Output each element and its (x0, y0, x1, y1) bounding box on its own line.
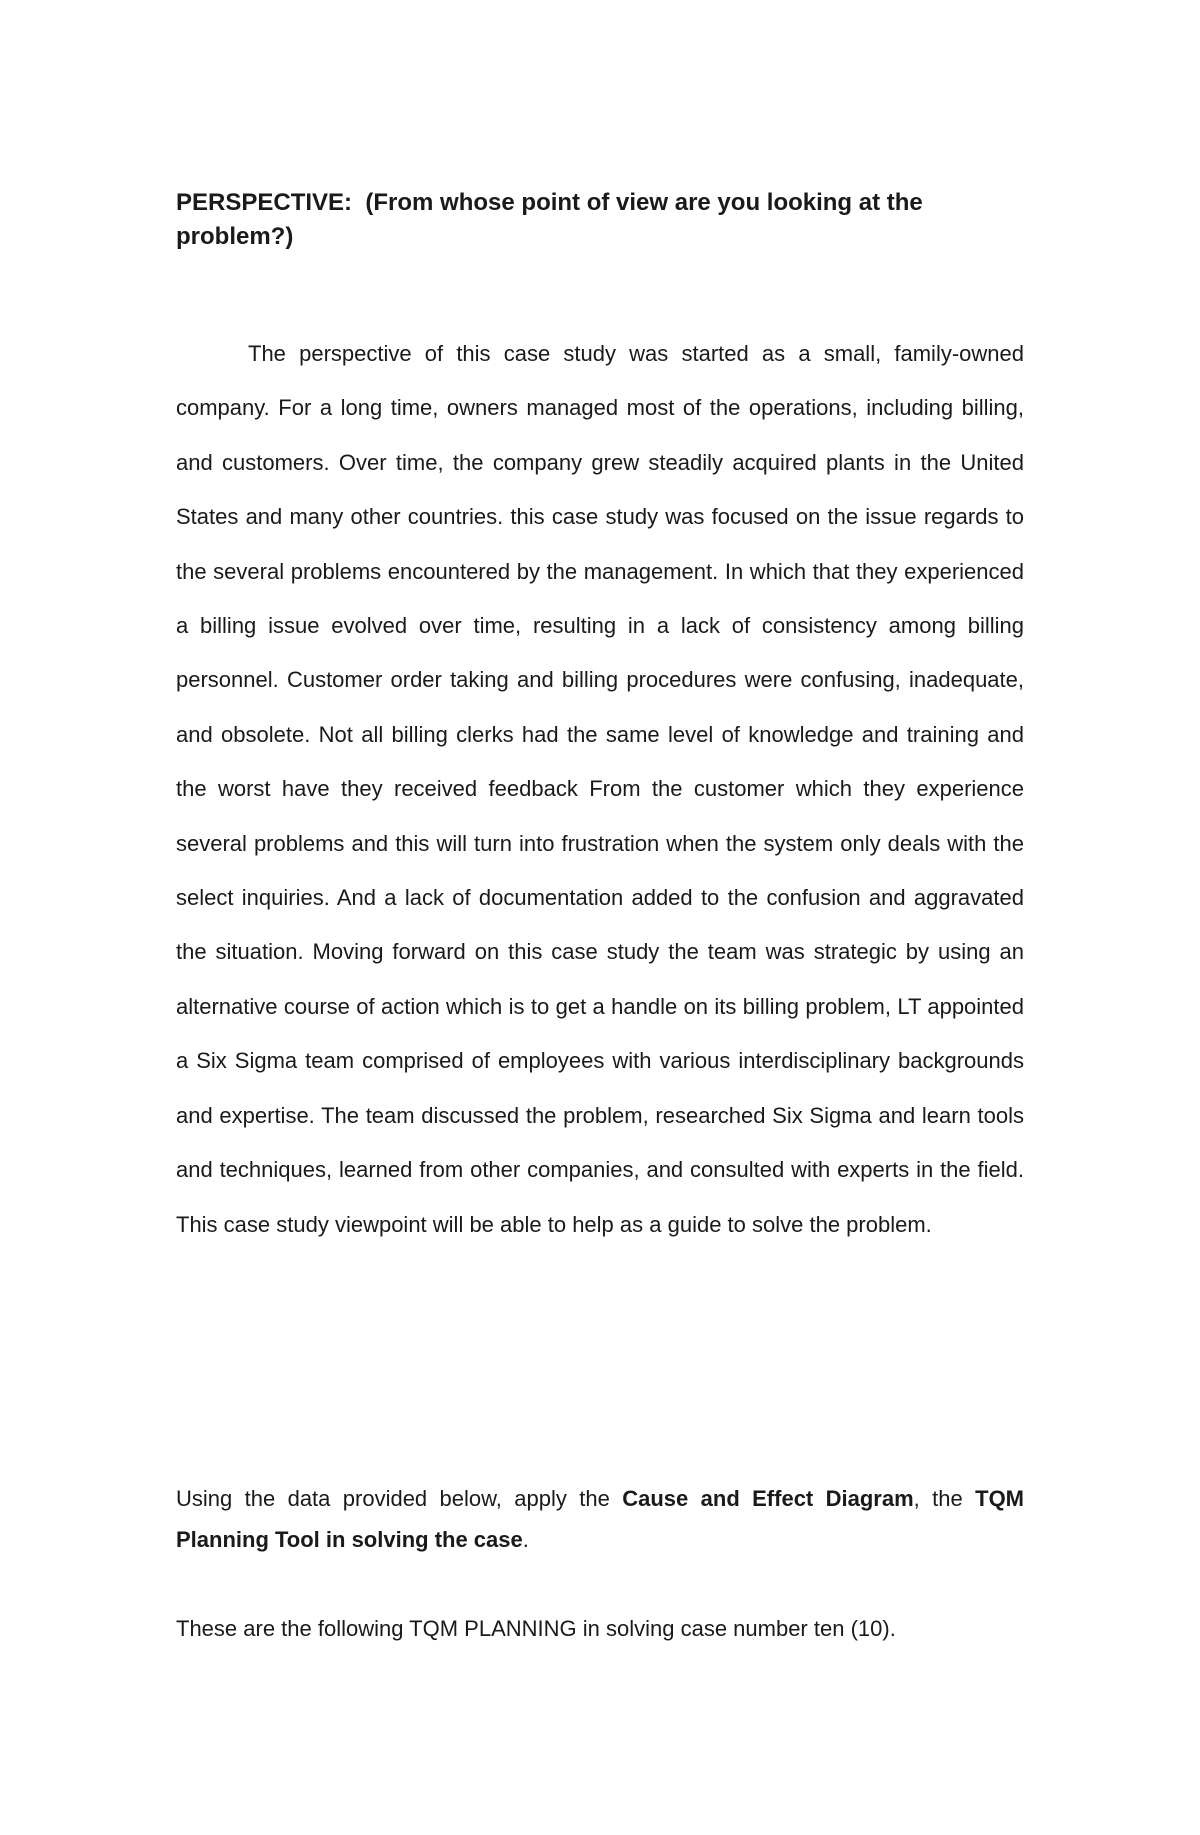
instruction-intro: Using the data provided below, apply the (176, 1486, 623, 1511)
closing-sentence: These are the following TQM PLANNING in solving case number ten (10). (176, 1616, 896, 1641)
instruction-connector: , the (913, 1486, 976, 1511)
instruction-end: . (522, 1527, 529, 1552)
tqm-planning-tool-text: TQM Planning Tool in solving the case (176, 1486, 1025, 1552)
perspective-heading (176, 186, 1026, 254)
perspective-question: (From whose point of view are you looking at the problem?) (176, 189, 923, 250)
cause-effect-diagram-text: Cause and Effect Diagram (622, 1486, 914, 1511)
instruction-paragraph (176, 1478, 1024, 1560)
perspective-paragraph: The perspective of this case study was started as a small, family-owned company. For a long time, owners managed most of the operations, including billing, and customers. Over time, the company grew steadily acquired plants in the United States and many other countries. this case study was focused on the issue regards to the several problems encountered by the management. In which that they experienced a billing issue evolved over time, resulting in a lack of consistency among billing personnel. Customer order taking and billing procedures were confusing, inadequate, and obsolete. Not all billing clerks had the same level of knowledge and training and the worst have they received feedback From the customer which they experience several problems and this will turn into frustration when the system only deals with the select inquiries. And a lack of documentation added to the confusion and aggravated the situation. Moving forward on this case study the team was strategic by using an alternative course of action which is to get a handle on its billing problem, LT appointed a Six Sigma team comprised of employees with various interdisciplinary backgrounds and expertise. The team discussed the problem, researched Six Sigma and learn tools and techniques, learned from other companies, and consulted with experts in the field. This case study viewpoint will be able to help as a guide to solve the problem. (176, 341, 1024, 1237)
perspective-label: PERSPECTIVE: (176, 189, 353, 216)
